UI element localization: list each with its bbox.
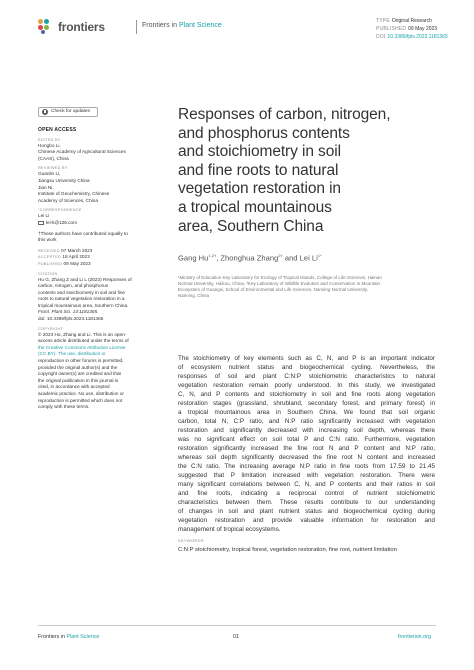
citation-label: CITATION	[38, 271, 58, 276]
affiliation-line: ¹Ministry of Education Key Laboratory for Ecology of Tropical Islands, College of Life Sciences, Hainan	[178, 275, 382, 280]
author-list	[178, 253, 322, 263]
author-sup: 1,2†	[208, 253, 217, 258]
title-line: and phosphorus contents	[178, 124, 350, 142]
published-label: PUBLISHED	[38, 261, 63, 266]
open-access-label: OPEN ACCESS	[38, 127, 77, 133]
dates-section	[38, 248, 158, 268]
doi-link[interactable]: 10.3389/fpls.2023.1181365	[387, 34, 448, 40]
title-line: a tropical mountainous	[178, 198, 332, 216]
citation-line: Hu G, Zhang Z and Li L (2023) Responses of	[38, 276, 132, 282]
abstract-line: many significant correlations between C, N, and P contents and their ratios in soil	[178, 481, 435, 488]
journal-name[interactable]	[142, 22, 222, 29]
update-icon	[42, 109, 48, 115]
author-li[interactable]: and Lei Li	[282, 253, 318, 263]
reviewer-line: Jian Ni,	[38, 184, 54, 190]
abstract-line: whereas soil depth significantly decreased the fine root N content and increased	[178, 454, 435, 461]
copyright-line: the original publication in this journal is	[38, 377, 119, 383]
correspondence-email-row[interactable]	[38, 220, 158, 227]
abstract-line: and fine roots, indicating a reciprocal control of nutrient stoichiometric	[178, 490, 435, 497]
published-value: 09 May 2023	[408, 26, 438, 32]
editor-line: Chinese Academy of Agricultural Sciences	[38, 149, 126, 155]
title-line: and stoichiometry in soil	[178, 143, 341, 161]
citation-line: doi: 10.3389/fpls.2023.1181365	[38, 316, 104, 322]
footnote-line: †These authors have contributed equally to	[38, 230, 128, 236]
abstract-line: carbon, total N, C:P ratio, and N:P ratio significantly increased with vegetation	[178, 418, 435, 425]
author-sup: 2†	[278, 253, 283, 258]
abstract-line: The stoichiometry of key elements such as C, N, and P is an important indicator	[178, 355, 435, 362]
article-meta	[376, 17, 448, 41]
published-date: 09 May 2023	[63, 260, 91, 266]
abstract-line: management of tropical ecosystems.	[178, 526, 281, 533]
correspondence-name: Lei Li	[38, 213, 50, 219]
editor-line: Hongbo Li,	[38, 142, 61, 148]
copyright-line: cited, in accordance with accepted	[38, 384, 110, 390]
abstract	[178, 354, 435, 534]
copyright-line: academic practice. No use, distribution or	[38, 391, 124, 396]
footer-journal-prefix: Frontiers in	[38, 634, 65, 640]
copyright-line: access article distributed under the terms of	[38, 338, 129, 344]
copyright-line: reproduction is permitted which does not	[38, 397, 123, 403]
author-zhang[interactable]: , Zhonghua Zhang	[216, 253, 279, 263]
footer-journal[interactable]	[38, 634, 99, 640]
author-hu[interactable]: Gang Hu	[178, 253, 209, 263]
title-line: vegetation restoration in	[178, 180, 341, 198]
frontiers-logo-icon	[38, 19, 54, 35]
abstract-line: vegetation restoration and provide valuable information for restoration and	[178, 517, 435, 524]
abstract-line: the C:N ratio. The increasing average N:P ratio in fine roots from 17.59 to 21.45	[178, 463, 435, 470]
logo-text: frontiers	[58, 20, 105, 34]
abstract-line: vegetation restoration remain poorly understood. In this study, we investigated	[178, 382, 435, 389]
footer-site-link[interactable]: frontiersin.org	[398, 634, 431, 640]
reviewed-by-label: REVIEWED BY	[38, 166, 68, 171]
abstract-line: of changes in soil and plant nutrient status and biogeochemical cycling during	[178, 508, 435, 515]
copyright-label: COPYRIGHT	[38, 326, 64, 331]
journal-prefix: Frontiers in	[142, 22, 178, 29]
affiliation-line: Nanning, China	[178, 293, 210, 298]
page-number: 01	[233, 634, 239, 640]
reviewer-line: Institute of Geochemistry, Chinese	[38, 191, 110, 197]
footnote-line: this work	[38, 237, 57, 243]
citation-line: carbon, nitrogen, and phosphorus	[38, 283, 109, 289]
cc-license-link[interactable]: the Creative Commons Attribution License	[38, 344, 126, 350]
copyright-section	[38, 327, 158, 411]
published-label: PUBLISHED	[376, 26, 407, 32]
correspondence-section	[38, 208, 158, 226]
keywords-label: KEYWORDS	[178, 538, 204, 543]
article-sidebar	[38, 107, 158, 415]
type-label: TYPE	[376, 18, 390, 24]
citation-line: roots to natural vegetation restoration in a	[38, 296, 125, 302]
abstract-line: was no significant effect on soil total P and C:N ratio. Furthermore, vegetation	[178, 436, 435, 443]
edited-by-label: EDITED BY	[38, 137, 61, 142]
copyright-line: reproduction in other forums is permitted,	[38, 358, 124, 364]
author-sup: 1*	[317, 253, 322, 258]
editor-line: (CAAS), China	[38, 155, 69, 161]
reviewed-by-section	[38, 166, 158, 204]
reviewer-line: Guanlin Li,	[38, 171, 61, 177]
check-updates-label: Check for updates	[51, 108, 90, 114]
abstract-line: responses of soil and plant C:N:P stoichiometric characteristics to natural	[178, 373, 435, 380]
abstract-line: C, N, and P contents and stoichiometry in soil and fine roots along vegetation	[178, 391, 435, 398]
article-title	[178, 106, 448, 236]
received-label: RECEIVED	[38, 248, 60, 253]
cc-license-link[interactable]: (CC BY). The use, distribution or	[38, 351, 106, 357]
title-line: and fine roots to natural	[178, 161, 339, 179]
frontiers-logo[interactable]	[38, 19, 105, 35]
abstract-line: of ecosystem nutrient status and biogeochemical cycling. Nevertheless, the	[178, 364, 435, 371]
citation-line: tropical mountainous area, Southern China.	[38, 302, 129, 308]
title-line: area, Southern China	[178, 217, 324, 235]
header-divider	[136, 20, 137, 34]
copyright-line: copyright owner(s) are credited and that	[38, 371, 121, 377]
abstract-line: a tropical mountainous area in Southern China. We found that soil organic	[178, 409, 435, 416]
title-line: Responses of carbon, nitrogen,	[178, 106, 391, 123]
abstract-line: restoration stages (grassland, shrubland, secondary forest, and primary forest) in	[178, 400, 435, 407]
reviewer-line: Jiangsu University China	[38, 177, 90, 183]
affiliation-line: Normal University, Haikou, China, ²Key Laboratory of Wildlife Evolution and Conservation in Mountain	[178, 281, 381, 286]
citation-line: contents and stoichiometry in soil and fine	[38, 289, 126, 295]
citation-section	[38, 272, 158, 323]
affiliations	[178, 275, 448, 299]
correspondence-email[interactable]: lei-li@126.com	[46, 219, 78, 225]
received-date: 07 March 2023	[61, 247, 93, 253]
abstract-line: restoration significantly increased the fine root N and P content and N:P ratio,	[178, 445, 435, 452]
page-header	[38, 17, 448, 43]
footer-journal-title: Plant Science	[66, 634, 100, 640]
abstract-line: characteristics between them. These results contribute to our understanding	[178, 499, 435, 506]
check-for-updates-button[interactable]	[38, 107, 98, 117]
reviewer-line: Academy of Sciences, China	[38, 197, 98, 203]
equal-contribution-note	[38, 231, 158, 244]
abstract-line: suggested that P limitation increased with vegetation restoration. There were	[178, 472, 435, 479]
doi-label: DOI	[376, 34, 386, 40]
footer-divider	[38, 625, 436, 626]
journal-title: Plant Science	[178, 22, 222, 29]
type-value: Original Research	[391, 18, 432, 24]
correspondence-label: *CORRESPONDENCE	[38, 208, 82, 213]
keywords: C:N:P stoichiometry, tropical forest, vegetation restoration, fine root, nutrient limitation	[178, 547, 397, 553]
copyright-line: © 2023 Hu, Zhang and Li. This is an open-	[38, 331, 127, 337]
citation-line: Front. Plant Sci. 14:1181365.	[38, 309, 99, 315]
abstract-line: restoration and significantly decreased with increasing soil depth, whereas there	[178, 427, 435, 434]
edited-by-section	[38, 138, 158, 163]
accepted-date: 18 April 2023	[62, 254, 90, 260]
affiliation-line: Ecosystem of Guangxi, School of Environmental and Life Sciences, Nanning Normal University,	[178, 287, 369, 292]
copyright-line: comply with these terms.	[38, 404, 90, 410]
accepted-label: ACCEPTED	[38, 255, 62, 260]
copyright-line: provided the original author(s) and the	[38, 364, 118, 370]
envelope-icon	[38, 221, 44, 225]
